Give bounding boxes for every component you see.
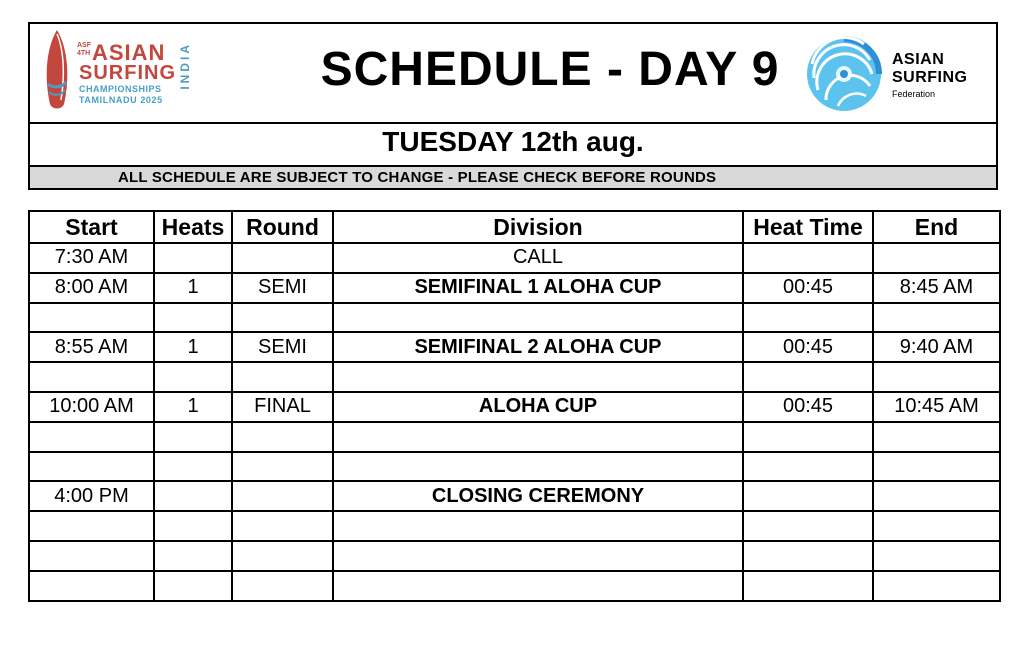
federation-text-2: SURFING <box>892 69 968 86</box>
cell-division: ALOHA CUP <box>333 392 743 422</box>
federation-text-3: Federation <box>892 89 936 99</box>
cell-round <box>232 303 333 333</box>
logo-small-text: ASF 4TH <box>77 42 91 57</box>
cell-heat-time <box>743 303 873 333</box>
cell-end <box>873 511 1000 541</box>
cell-start <box>29 422 154 452</box>
cell-division <box>333 303 743 333</box>
logo-surfing-text: SURFING <box>79 62 176 84</box>
table-row <box>29 422 1000 452</box>
cell-heat-time <box>743 571 873 601</box>
cell-heats <box>154 362 232 392</box>
cell-end <box>873 422 1000 452</box>
cell-start: 4:00 PM <box>29 481 154 511</box>
cell-heat-time: 00:45 <box>743 332 873 362</box>
cell-round <box>232 362 333 392</box>
cell-end: 8:45 AM <box>873 273 1000 303</box>
table-header-row <box>29 211 1000 243</box>
cell-end: 9:40 AM <box>873 332 1000 362</box>
column-header-division: Division <box>333 211 743 243</box>
cell-round <box>232 452 333 482</box>
cell-end <box>873 303 1000 333</box>
cell-heats: 1 <box>154 273 232 303</box>
cell-heat-time: 00:45 <box>743 392 873 422</box>
cell-heats: 1 <box>154 392 232 422</box>
schedule-notice: ALL SCHEDULE ARE SUBJECT TO CHANGE - PLEASE CHECK BEFORE ROUNDS <box>118 169 717 186</box>
cell-round <box>232 511 333 541</box>
cell-division <box>333 511 743 541</box>
table-row <box>29 571 1000 601</box>
federation-text-1: ASIAN <box>892 51 945 68</box>
cell-division: SEMIFINAL 1 ALOHA CUP <box>333 273 743 303</box>
cell-end: 10:45 AM <box>873 392 1000 422</box>
cell-round <box>232 571 333 601</box>
column-header-heats: Heats <box>154 211 232 243</box>
cell-start <box>29 452 154 482</box>
cell-round: SEMI <box>232 332 333 362</box>
cell-start <box>29 571 154 601</box>
cell-end <box>873 571 1000 601</box>
schedule-table <box>28 210 1001 602</box>
cell-round <box>232 541 333 571</box>
cell-division <box>333 452 743 482</box>
cell-start <box>29 303 154 333</box>
cell-heat-time <box>743 541 873 571</box>
title-row <box>30 24 996 124</box>
date-row <box>30 122 996 167</box>
cell-division: SEMIFINAL 2 ALOHA CUP <box>333 332 743 362</box>
cell-heats <box>154 571 232 601</box>
cell-heats <box>154 511 232 541</box>
cell-round: SEMI <box>232 273 333 303</box>
cell-start: 10:00 AM <box>29 392 154 422</box>
schedule-date: TUESDAY 12th aug. <box>382 126 644 157</box>
cell-heats: 1 <box>154 332 232 362</box>
cell-heats <box>154 303 232 333</box>
cell-division: CALL <box>333 243 743 273</box>
table-row <box>29 303 1000 333</box>
cell-heats <box>154 243 232 273</box>
cell-start <box>29 511 154 541</box>
cell-round <box>232 422 333 452</box>
schedule-header <box>28 22 998 190</box>
table-row <box>29 362 1000 392</box>
cell-heats <box>154 422 232 452</box>
cell-heat-time <box>743 452 873 482</box>
logo-championships-text: CHAMPIONSHIPS <box>79 84 162 94</box>
cell-heat-time <box>743 243 873 273</box>
table-row <box>29 273 1000 303</box>
cell-round: FINAL <box>232 392 333 422</box>
cell-division <box>333 571 743 601</box>
table-row <box>29 452 1000 482</box>
cell-heats <box>154 481 232 511</box>
wave-spiral-icon <box>804 34 884 114</box>
cell-start: 8:55 AM <box>29 332 154 362</box>
cell-end <box>873 243 1000 273</box>
cell-end <box>873 541 1000 571</box>
cell-heat-time <box>743 511 873 541</box>
cell-heats <box>154 541 232 571</box>
cell-division: CLOSING CEREMONY <box>333 481 743 511</box>
cell-division <box>333 422 743 452</box>
table-row <box>29 392 1000 422</box>
cell-heat-time <box>743 481 873 511</box>
cell-heat-time <box>743 362 873 392</box>
logo-asian-text: ASIAN <box>92 40 166 65</box>
column-header-round: Round <box>232 211 333 243</box>
surfboard-icon <box>42 28 72 114</box>
cell-start <box>29 362 154 392</box>
table-row <box>29 511 1000 541</box>
column-header-heat-time: Heat Time <box>743 211 873 243</box>
cell-start: 8:00 AM <box>29 273 154 303</box>
table-row <box>29 332 1000 362</box>
cell-heat-time: 00:45 <box>743 273 873 303</box>
page-title: SCHEDULE - DAY 9 <box>320 43 780 96</box>
cell-division <box>333 362 743 392</box>
logo-india-text: INDIA <box>178 42 192 90</box>
table-row <box>29 243 1000 273</box>
cell-heat-time <box>743 422 873 452</box>
table-row <box>29 481 1000 511</box>
cell-start <box>29 541 154 571</box>
logo-location-text: TAMILNADU 2025 <box>79 95 163 105</box>
championship-logo <box>40 28 190 116</box>
cell-division <box>333 541 743 571</box>
column-header-end: End <box>873 211 1000 243</box>
cell-round <box>232 243 333 273</box>
cell-start: 7:30 AM <box>29 243 154 273</box>
cell-end <box>873 481 1000 511</box>
table-row <box>29 541 1000 571</box>
cell-round <box>232 481 333 511</box>
federation-logo <box>804 32 994 116</box>
cell-end <box>873 452 1000 482</box>
column-header-start: Start <box>29 211 154 243</box>
cell-end <box>873 362 1000 392</box>
cell-heats <box>154 452 232 482</box>
notice-row <box>30 167 996 188</box>
